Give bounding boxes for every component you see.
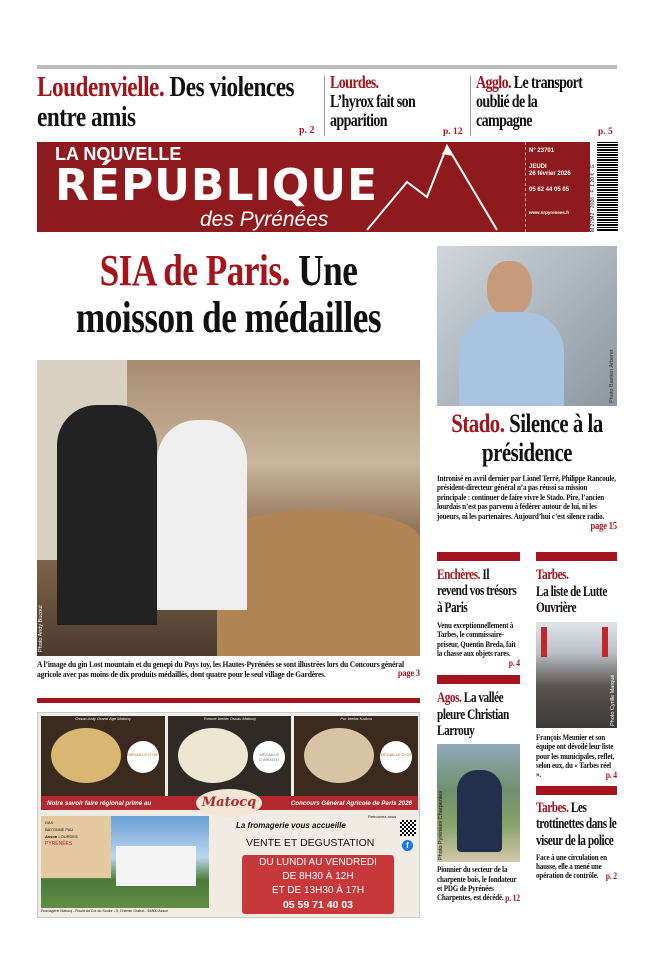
photo-credit: Photo Pyrénées Charpentes: [438, 791, 444, 861]
article-page: p. 4: [508, 658, 520, 669]
banner-left: Notre savoir faire régional primé au: [47, 799, 152, 807]
ad-hours-box: [242, 855, 394, 914]
article-kicker: Tarbes.: [536, 567, 569, 583]
article-page: p. 2: [605, 871, 617, 882]
teaser-title: Le transport oublié de la campagne: [476, 72, 583, 130]
red-rule: [536, 552, 617, 561]
qr-code-icon[interactable]: [400, 820, 416, 836]
main-title: Une moisson de médailles: [75, 246, 382, 343]
cheese-label: Ossau-Iraty Grand Age Matocq: [75, 716, 131, 721]
teaser-loudenvielle[interactable]: [37, 72, 319, 138]
ad-phone: 05 59 71 40 03: [282, 899, 354, 911]
map-city: BAYONNE: [45, 826, 65, 832]
stado-text: [437, 474, 617, 533]
red-rule: [536, 786, 617, 795]
stado-photo[interactable]: [437, 246, 617, 406]
main-photo[interactable]: [37, 360, 420, 656]
matocq-logo: Matocq: [196, 789, 262, 817]
follow-us: Retrouvez-nous: [368, 814, 397, 819]
red-rule: [437, 675, 520, 684]
tarbes-lo-text: [536, 733, 617, 780]
masthead-subtitle: des Pyrénées: [200, 208, 329, 231]
photo-credit: Photo Bastien Arberet: [609, 349, 615, 403]
divider: [470, 76, 471, 136]
matocq-ad[interactable]: [37, 712, 420, 918]
article-text: François Meunier et son équipe ont dévoilé leur liste pour les municipales, reflet, selon eux, du « Tarbes réel ».: [536, 733, 615, 780]
teaser-agglo[interactable]: [476, 73, 618, 139]
article-encheres[interactable]: [437, 567, 520, 668]
hours-line: DE 8H30 À 12H: [282, 871, 354, 882]
narrow-column-left: [437, 552, 520, 903]
issue-day: JEUDI: [529, 163, 547, 170]
map-city: LOURDES: [58, 833, 78, 839]
article-page: page 15: [590, 521, 617, 533]
masthead[interactable]: [37, 142, 590, 232]
map-region: PYRÉNÉES: [45, 841, 73, 848]
cheese-panel: [294, 716, 418, 796]
medal-badge: MÉDAILLE D'OR: [380, 741, 412, 773]
tarbes-photo[interactable]: [536, 622, 617, 728]
narrow-column-right: [536, 552, 617, 882]
map-city: PAU: [65, 826, 74, 832]
barcode-text: M 27942 - 2026 - F: 1,20 € - G: [590, 164, 596, 232]
ad-map-photo: [41, 816, 209, 908]
main-headline[interactable]: [37, 247, 420, 341]
main-caption: [37, 659, 420, 680]
teaser-kicker: Agglo.: [476, 72, 511, 92]
article-agos[interactable]: [437, 690, 520, 739]
cheese-label: Pur brebis Kaikou: [340, 716, 372, 721]
article-text: Intronisé en avril dernier par Lionel Terré, Philippe Rancoule, président-directeur général n’a pas réussi sa mission principale : continuer de faire vivre le Stado. Pire, l’ancien lourdais n’est pas parvenu à fédérer autour de lui, ni les joueurs, ni les partenaires. Aujourd’hui c’est silence radio.: [437, 474, 616, 521]
teaser-page: p. 12: [443, 127, 463, 137]
teaser-kicker: Lourdes.: [330, 72, 379, 92]
teaser-kicker: Loudenvielle.: [37, 71, 165, 103]
teaser-page: p. 5: [598, 127, 613, 137]
ad-sale: VENTE ET DEGUSTATION: [246, 837, 375, 849]
article-text: Pionnier du secteur de la charpente bois, le fondateur et PDG de Pyrénées Charpentes, est décédé.: [437, 865, 517, 903]
website[interactable]: www.nrpyrenees.fr: [529, 210, 570, 216]
medal-badge: MÉDAILLE D'ARGENT: [253, 741, 285, 773]
teaser-page: p. 2: [299, 125, 315, 136]
article-tarbes-lo[interactable]: [536, 567, 617, 617]
article-kicker: Enchères.: [437, 567, 481, 583]
article-tarbes-trottinettes[interactable]: [536, 800, 617, 881]
caption-text: A l’image du gin Lost mountain et du genepi du Pays toy, les Hautes-Pyrénées se sont illustrées lors du Concours général agricole avec pas moins de dix produits médaillés, dont quatre pour le seul village de Gardères.: [37, 659, 404, 680]
article-page: p. 12: [505, 893, 520, 904]
agos-photo[interactable]: [437, 744, 520, 862]
issue-number: N° 23701: [529, 148, 555, 154]
issue-date: 26 février 2026: [529, 171, 571, 178]
red-rule: [37, 698, 420, 703]
caption-page: page 3: [397, 669, 420, 680]
article-title: Il revend vos trésors à Paris: [437, 567, 517, 616]
article-title: La liste de Lutte Ouvrière: [536, 583, 607, 617]
top-rule: [37, 65, 617, 69]
photo-credit: Photo Andy Bucout: [38, 605, 44, 652]
medal-badge: MÉDAILLE D'OR: [127, 741, 159, 773]
phone: 05 62 44 05 05: [529, 186, 570, 193]
agos-text: [437, 865, 520, 903]
hours-line: ET DE 13H30 À 17H: [271, 885, 365, 896]
banner-right: Concours Général Agricole de Paris 2026: [290, 799, 412, 807]
teaser-title: Des violences entre amis: [37, 71, 295, 134]
article-kicker: Tarbes.: [536, 800, 569, 817]
masthead-line1: LA NOUVELLE: [55, 144, 182, 164]
hours-line: DU LUNDI AU VENDREDI: [259, 857, 377, 868]
stado-title: Silence à la présidence: [482, 409, 603, 467]
article-title: La vallée pleure Christian Larrouy: [437, 690, 509, 740]
map-city: DAX: [45, 820, 54, 825]
ad-welcome: La fromagerie vous accueille: [236, 821, 346, 830]
article-kicker: Agos.: [437, 690, 462, 707]
teaser-title: L’hyrox fait son apparition: [330, 90, 416, 130]
teaser-lourdes[interactable]: [330, 73, 466, 139]
stado-kicker: Stado.: [451, 409, 505, 438]
cheese-panel: [168, 716, 292, 796]
article-text: Face à une circulation en hausse, elle a mené une opération de contrôle.: [536, 852, 607, 881]
stado-headline[interactable]: [437, 410, 617, 467]
article-text: Venu exceptionnellement à Tarbes, le commissaire-priseur, Quentin Breda, fait la chasse aux objets rares.: [437, 621, 516, 658]
divider: [324, 76, 325, 136]
ad-address: Fromagerie Matocq - Route du Col du Soulor - 3, Chemin Grabot - 64800 Asson: [41, 909, 169, 913]
masthead-title: RÉPUBLIQUE: [55, 160, 379, 211]
photo-credit: Photo Cyrille Marqué: [610, 674, 616, 727]
map-city: Asson: [45, 833, 58, 839]
article-title: Les trottinettes dans le viseur de la police: [536, 800, 617, 849]
facebook-icon[interactable]: f: [402, 840, 413, 851]
article-page: p. 4: [605, 770, 617, 781]
main-kicker: SIA de Paris.: [99, 246, 290, 295]
red-rule: [437, 552, 520, 561]
cheese-panel: [41, 716, 165, 796]
cheese-label: Tomme brebis Ossau Matocq: [203, 716, 256, 721]
barcode: [597, 142, 618, 232]
